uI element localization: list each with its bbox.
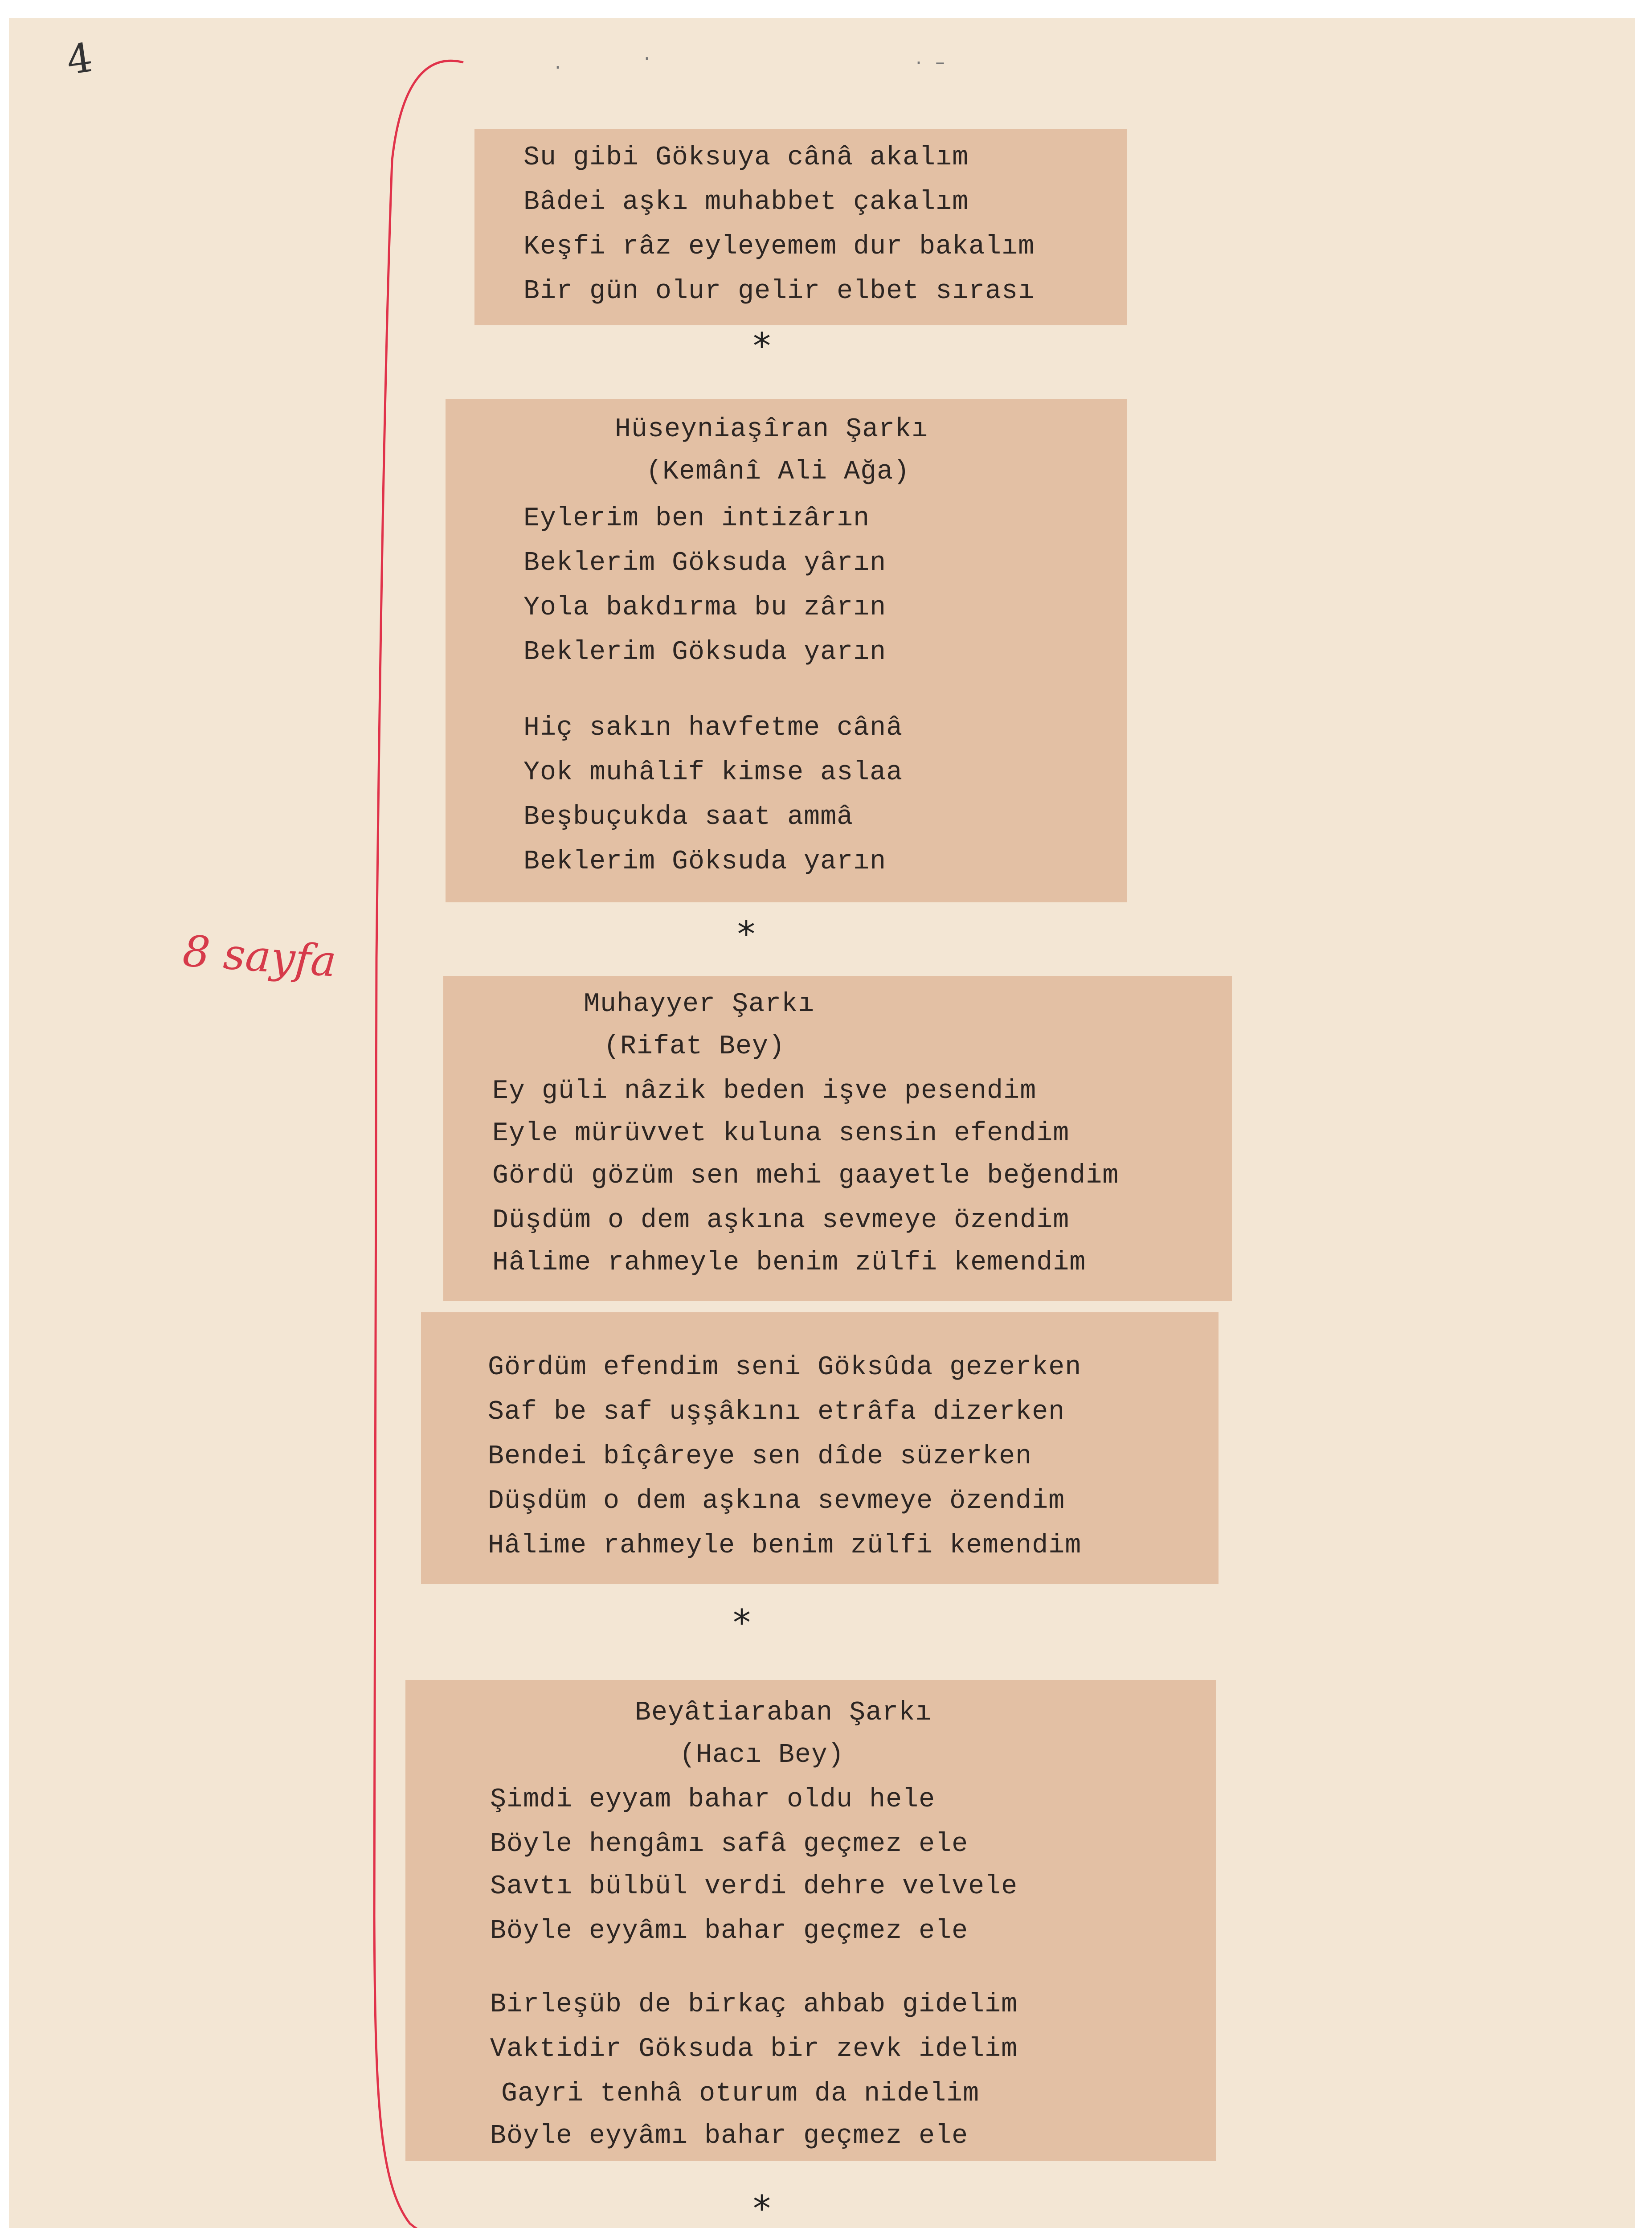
poem-line: Bendei bîçâreye sen dîde süzerken — [488, 1442, 1032, 1472]
poem-line: Beşbuçukda saat ammâ — [523, 802, 854, 832]
paper-mark: · – — [913, 53, 946, 74]
poem-line: Saf be saf uşşâkını etrâfa dizerken — [488, 1397, 1065, 1427]
poem-line: Bâdei aşkı muhabbet çakalım — [523, 187, 969, 217]
poem-composer: (Hacı Bey) — [679, 1740, 845, 1770]
poem-title: Beyâtiaraban Şarkı — [635, 1698, 932, 1728]
poem-composer: (Kemânî Ali Ağa) — [646, 457, 910, 487]
poem-line: Eyle mürüvvet kuluna sensin efendim — [492, 1118, 1070, 1149]
separator-star: * — [733, 1602, 751, 1643]
poem-line: Eylerim ben intizârın — [523, 504, 870, 534]
poem-line: Birleşüb de birkaç ahbab gidelim — [490, 1990, 1018, 2020]
poem-line: Yok muhâlif kimse aslaa — [523, 758, 903, 788]
poem-line: Böyle eyyâmı bahar geçmez ele — [490, 2121, 969, 2151]
poem-slip — [443, 976, 1232, 1301]
poem-title: Hüseyniaşîran Şarkı — [615, 414, 928, 445]
poem-line: Gördüm efendim seni Göksûda gezerken — [488, 1352, 1082, 1383]
margin-note: 8 sayfa — [181, 926, 338, 987]
poem-composer: (Rifat Bey) — [604, 1032, 785, 1062]
poem-line: Beklerim Göksuda yarın — [523, 637, 887, 668]
poem-slip — [405, 1680, 1216, 2161]
poem-line: Gördü gözüm sen mehi gaayetle beğendim — [492, 1161, 1119, 1191]
poem-line: Keşfi râz eyleyemem dur bakalım — [523, 232, 1035, 262]
paper-mark: · — [642, 49, 653, 69]
poem-line: Bir gün olur gelir elbet sırası — [523, 276, 1035, 307]
poem-line: Vaktidir Göksuda bir zevk idelim — [490, 2034, 1018, 2064]
poem-line: Hâlime rahmeyle benim zülfi kemendim — [488, 1531, 1082, 1561]
poem-slip — [446, 399, 1127, 902]
poem-line: Yola bakdırma bu zârın — [523, 593, 887, 623]
separator-star: * — [753, 2188, 771, 2228]
paper-mark: · — [552, 58, 564, 78]
poem-line: Düşdüm o dem aşkına sevmeye özendim — [488, 1486, 1065, 1516]
poem-line: Böyle hengâmı safâ geçmez ele — [490, 1829, 969, 1859]
separator-star: * — [737, 913, 755, 955]
poem-slip — [474, 129, 1127, 325]
poem-line: Su gibi Göksuya cânâ akalım — [523, 143, 969, 173]
poem-line: Hâlime rahmeyle benim zülfi kemendim — [492, 1248, 1086, 1278]
poem-line: Beklerim Göksuda yârın — [523, 548, 887, 578]
poem-line: Gayri tenhâ oturum da nidelim — [501, 2079, 980, 2109]
poem-slip — [421, 1312, 1219, 1584]
poem-line: Ey güli nâzik beden işve pesendim — [492, 1076, 1037, 1106]
page-number: 4 — [63, 34, 96, 84]
poem-line: Beklerim Göksuda yarın — [523, 847, 887, 877]
poem-line: Hiç sakın havfetme cânâ — [523, 713, 903, 743]
poem-title: Muhayyer Şarkı — [584, 989, 815, 1020]
poem-line: Savtı bülbül verdi dehre velvele — [490, 1872, 1018, 1902]
poem-line: Şimdi eyyam bahar oldu hele — [490, 1785, 936, 1815]
separator-star: * — [753, 325, 771, 367]
poem-line: Böyle eyyâmı bahar geçmez ele — [490, 1916, 969, 1946]
poem-line: Düşdüm o dem aşkına sevmeye özendim — [492, 1205, 1070, 1236]
